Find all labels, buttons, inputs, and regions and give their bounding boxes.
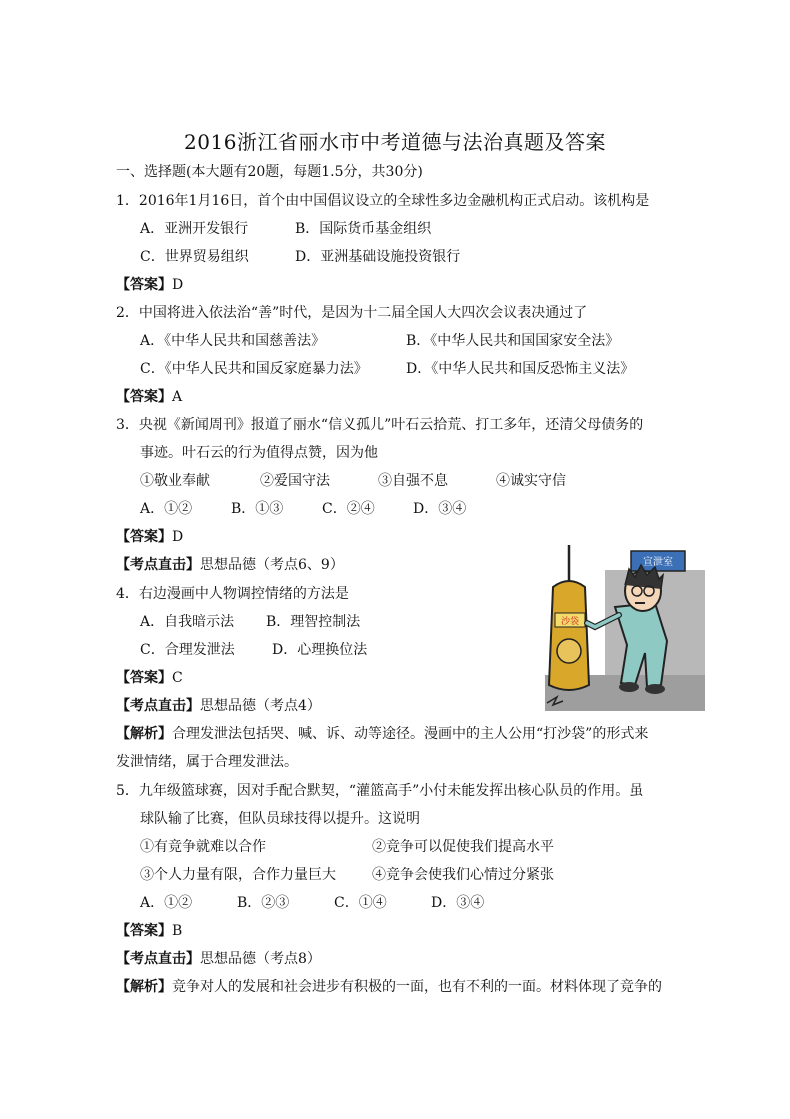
q3-statement-3: ③自强不息 <box>378 473 448 489</box>
q1-options-row2 <box>140 247 460 267</box>
q2-answer <box>116 387 182 407</box>
q3-stem-line2: 事迹。叶石云的行为值得点赞，因为他 <box>140 445 378 461</box>
answer-value: D <box>172 277 184 293</box>
q4-option-c: C．合理发泄法 <box>140 642 235 658</box>
q3-options <box>140 499 466 519</box>
answer-tag: 【答案】 <box>116 670 172 686</box>
q4-option-b: B．理智控制法 <box>266 614 361 630</box>
q1-option-c: C．世界贸易组织 <box>140 249 249 265</box>
q1-option-b: B．国际货币基金组织 <box>295 221 432 237</box>
q3-option-d: D．③④ <box>413 501 467 517</box>
cartoon-illustration <box>545 545 705 711</box>
cartoon-sign-text: 宣泄室 <box>643 557 673 568</box>
cartoon-person-shoe <box>645 684 665 694</box>
q3-statements <box>140 471 566 491</box>
q5-option-d: D．③④ <box>431 895 485 911</box>
q5-statement-4: ④竞争会使我们心情过分紧张 <box>372 867 554 883</box>
q5-stem-line2: 球队输了比赛，但队员球技得以提升。这说明 <box>140 811 420 827</box>
answer-tag: 【答案】 <box>116 529 172 545</box>
page-title: 2016浙江省丽水市中考道德与法治真题及答案 <box>184 130 606 154</box>
answer-tag: 【答案】 <box>116 389 172 405</box>
answer-tag: 【答案】 <box>116 277 172 293</box>
q3-answer <box>116 527 183 547</box>
q5-statement-3: ③个人力量有限，合作力量巨大 <box>140 867 336 883</box>
q1-answer <box>116 275 183 295</box>
q5-statement-1: ①有竞争就难以合作 <box>140 839 266 855</box>
analysis-tag: 【解析】 <box>116 726 172 742</box>
q2-option-a: A．《中华人民共和国慈善法》 <box>140 333 326 349</box>
keypoint-tag: 【考点直击】 <box>116 698 200 714</box>
q3-stem-line1: 3．央视《新闻周刊》报道了丽水“信义孤儿”叶石云拾荒、打工多年，还清父母债务的 <box>116 417 644 433</box>
q3-keypoint <box>116 555 344 575</box>
q5-statement-2: ②竞争可以促使我们提高水平 <box>372 839 554 855</box>
keypoint-tag: 【考点直击】 <box>116 951 200 967</box>
q4-option-a: A．自我暗示法 <box>140 614 235 630</box>
q3-statement-1: ①敬业奉献 <box>140 473 210 489</box>
q4-stem: 4．右边漫画中人物调控情绪的方法是 <box>116 586 349 602</box>
keypoint-tag: 【考点直击】 <box>116 557 200 573</box>
answer-value: C <box>172 670 183 686</box>
q5-analysis-line1 <box>116 977 662 997</box>
analysis-tag: 【解析】 <box>116 979 172 995</box>
q4-keypoint <box>116 696 321 716</box>
q4-options-row1 <box>140 612 360 632</box>
q2-option-b: B．《中华人民共和国国家安全法》 <box>406 333 620 349</box>
q3-option-a: A．①② <box>140 501 193 517</box>
q5-statements-row1 <box>140 837 554 857</box>
q4-option-d: D．心理换位法 <box>272 642 368 658</box>
cartoon-sandbag <box>549 581 589 690</box>
keypoint-text: 思想品德（考点6、9） <box>200 557 344 573</box>
keypoint-text: 思想品德（考点4） <box>200 698 321 714</box>
q5-statements-row2 <box>140 865 554 885</box>
q3-option-b: B．①③ <box>231 501 284 517</box>
q4-analysis-line2: 发泄情绪，属于合理发泄法。 <box>116 754 298 770</box>
q2-options-row1 <box>140 331 619 351</box>
q4-analysis-line1 <box>116 724 648 744</box>
q3-statement-2: ②爱国守法 <box>260 473 330 489</box>
q1-stem: 1．2016年1月16日，首个由中国倡议设立的全球性多边金融机构正式启动。该机构是 <box>116 193 650 209</box>
q5-stem-line1: 5．九年级篮球赛，因对手配合默契，“灌篮高手”小付未能发挥出核心队员的作用。虽 <box>116 783 644 799</box>
q3-statement-4: ④诚实守信 <box>496 473 566 489</box>
cartoon-sandbag-text: 沙袋 <box>560 617 580 627</box>
q2-stem: 2．中国将进入依法治“善”时代，是因为十二届全国人大四次会议表决通过了 <box>116 305 588 321</box>
q1-options-row1 <box>140 219 431 239</box>
q1-option-d: D．亚洲基础设施投资银行 <box>295 249 461 265</box>
cartoon-person-shoe <box>619 682 639 692</box>
q5-option-a: A．①② <box>140 895 193 911</box>
cartoon-sandbag-face <box>557 639 581 663</box>
analysis-text: 竞争对人的发展和社会进步有积极的一面，也有不利的一面。材料体现了竞争的 <box>172 979 662 995</box>
q5-keypoint <box>116 949 321 969</box>
q4-options-row2 <box>140 640 367 660</box>
q5-option-c: C．①④ <box>334 895 387 911</box>
q2-option-d: D．《中华人民共和国反恐怖主义法》 <box>406 361 635 377</box>
q5-answer <box>116 921 182 941</box>
q3-option-c: C．②④ <box>322 501 375 517</box>
answer-value: B <box>172 923 183 939</box>
answer-tag: 【答案】 <box>116 923 172 939</box>
section-heading: 一、选择题(本大题有20题，每题1.5分，共30分) <box>116 164 423 180</box>
keypoint-text: 思想品德（考点8） <box>200 951 321 967</box>
q5-options <box>140 893 484 913</box>
q1-option-a: A．亚洲开发银行 <box>140 221 249 237</box>
q5-option-b: B．②③ <box>237 895 290 911</box>
q2-options-row2 <box>140 359 634 379</box>
q4-answer <box>116 668 183 688</box>
q2-option-c: C．《中华人民共和国反家庭暴力法》 <box>140 361 368 377</box>
analysis-text: 合理发泄法包括哭、喊、诉、动等途径。漫画中的主人公用“打沙袋”的形式来 <box>172 726 649 742</box>
answer-value: D <box>172 529 184 545</box>
answer-value: A <box>172 389 183 405</box>
